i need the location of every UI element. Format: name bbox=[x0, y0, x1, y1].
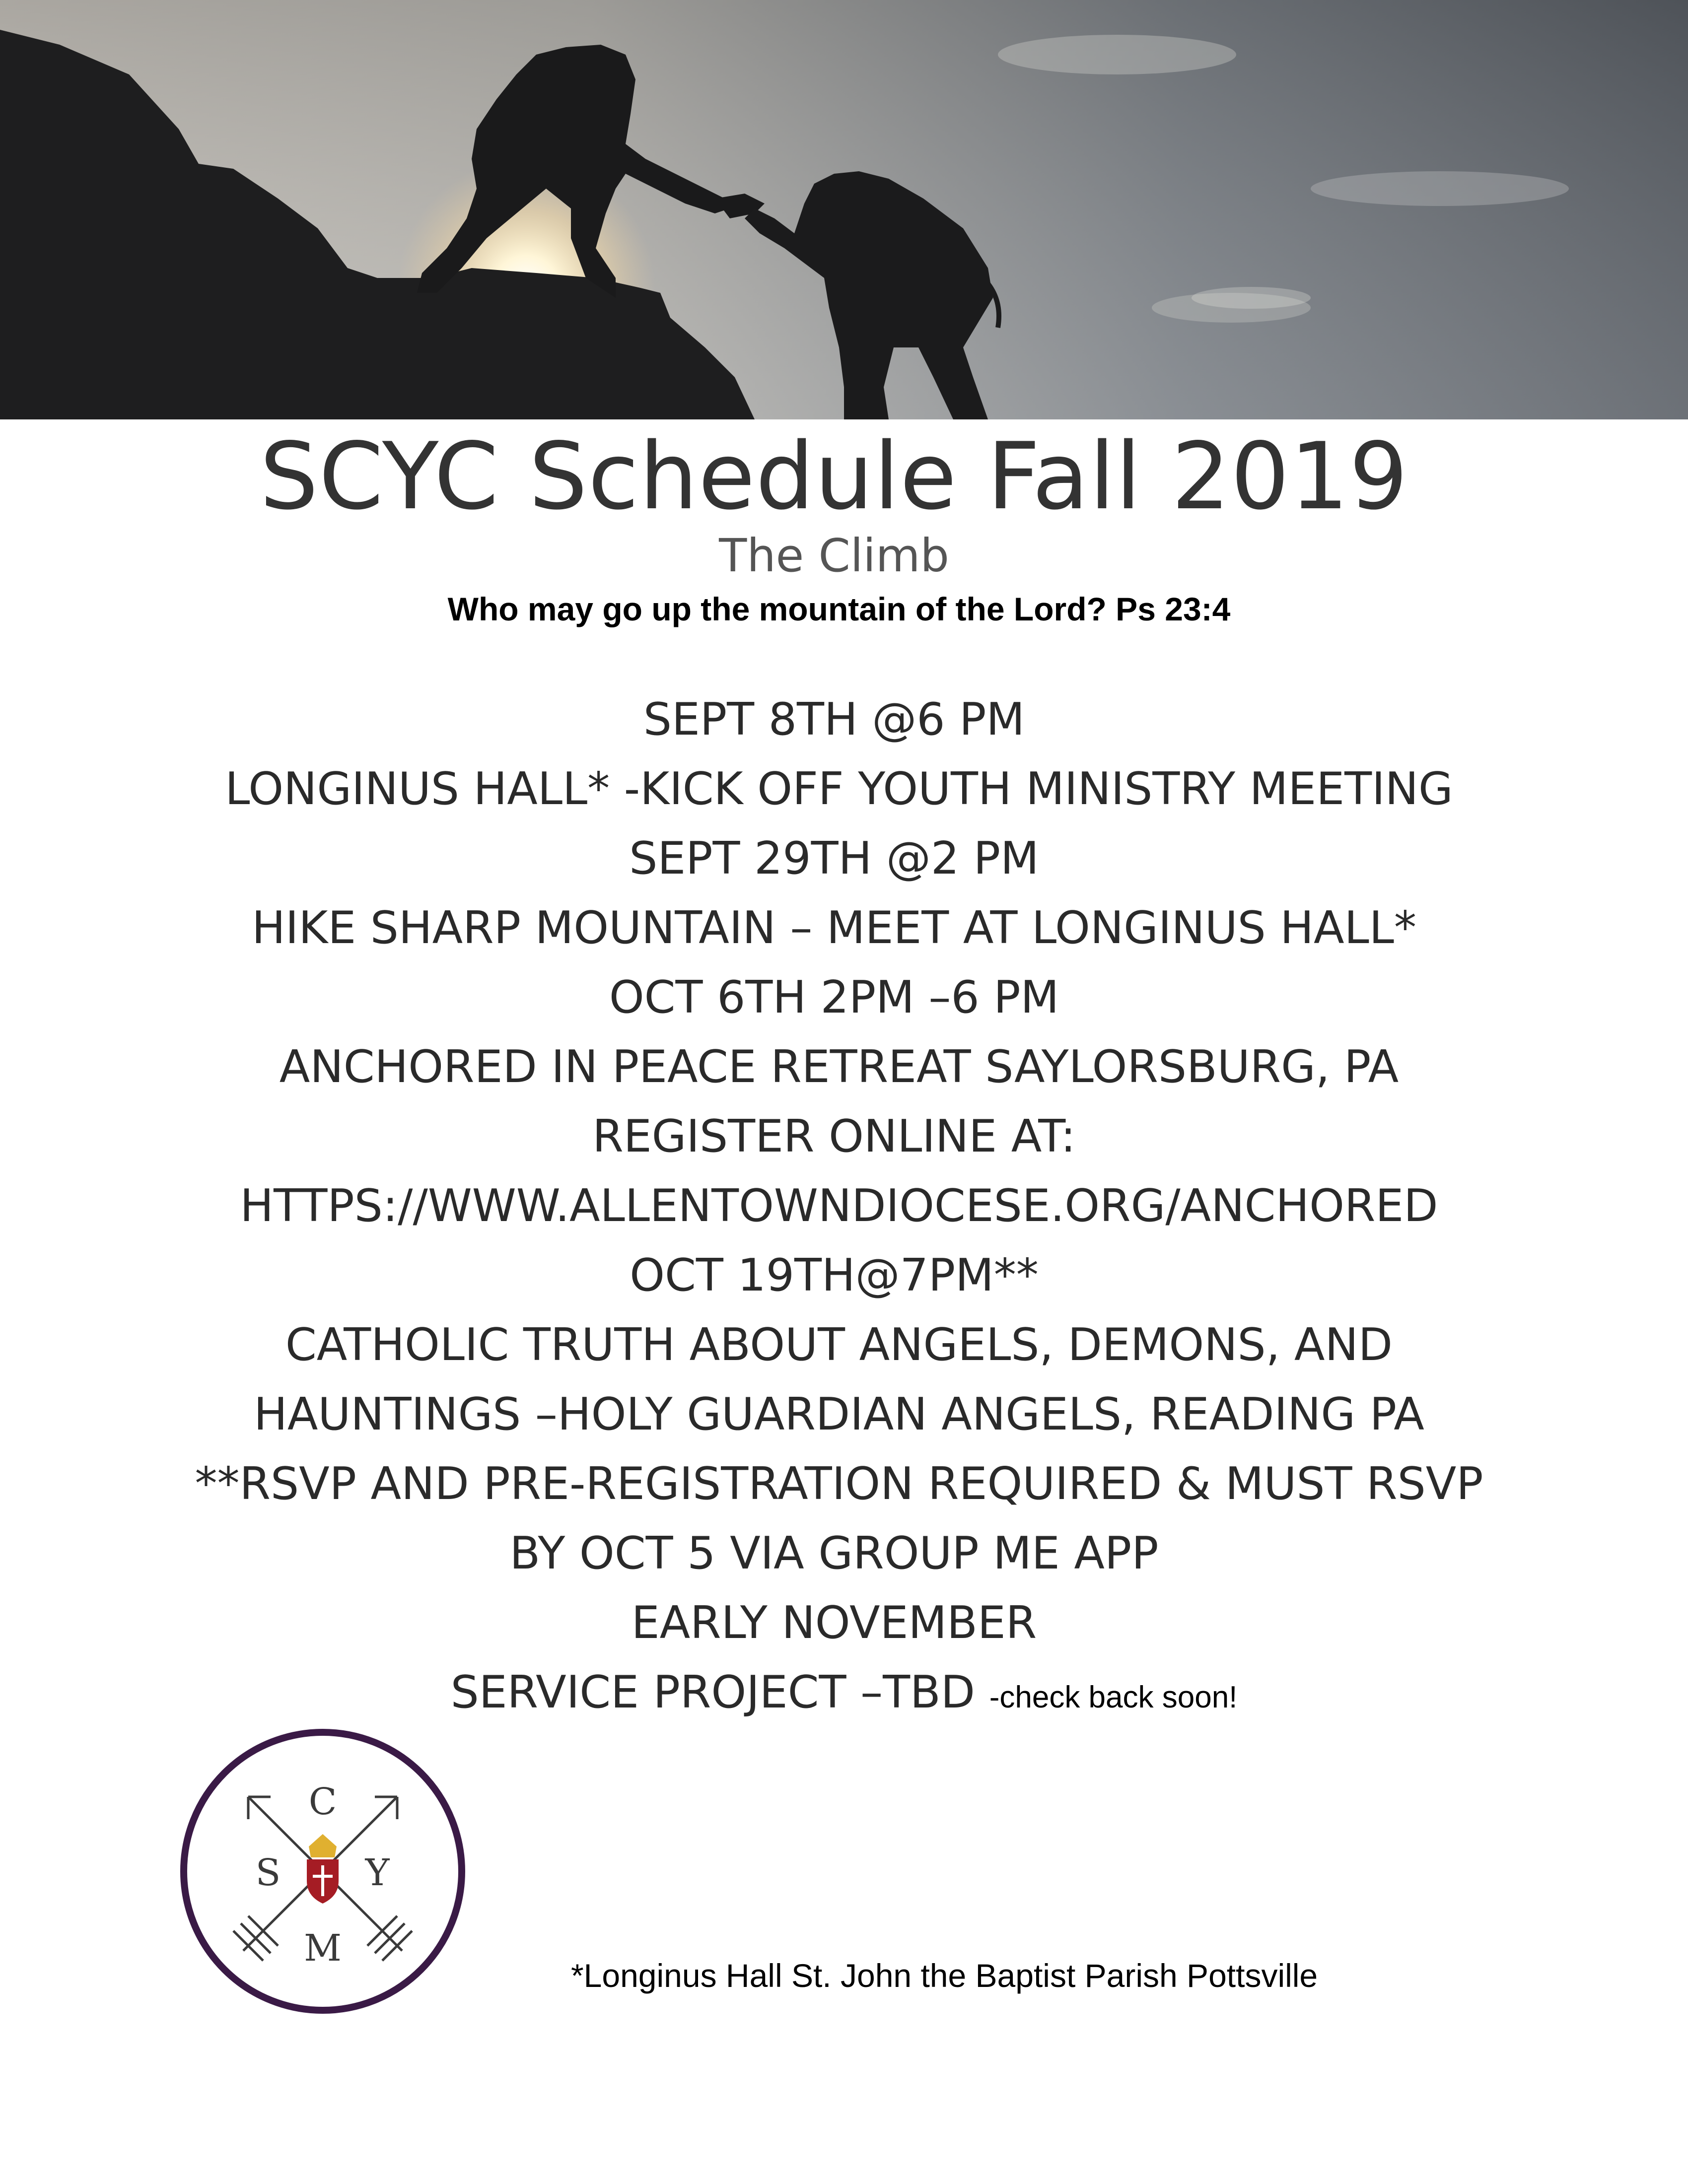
shield-icon bbox=[307, 1834, 339, 1904]
hero-image bbox=[0, 0, 1688, 419]
logo-letter-bottom: M bbox=[304, 1927, 342, 1970]
event-description: HIKE SHARP MOUNTAIN – MEET AT LONGINUS HALL* bbox=[252, 902, 1416, 954]
logo-letter-top: C bbox=[308, 1780, 337, 1823]
scripture-verse: Who may go up the mountain of the Lord? Ps 23:4 bbox=[447, 591, 1231, 627]
event-description bbox=[0, 1663, 1688, 1727]
event-date: SEPT 8TH @6 PM bbox=[643, 693, 1025, 746]
event-description: ANCHORED IN PEACE RETREAT SAYLORSBURG, PA bbox=[279, 1041, 1399, 1093]
registration-url: HTTPS://WWW.ALLENTOWNDIOCESE.ORG/ANCHORED bbox=[240, 1180, 1438, 1232]
event-description: HAUNTINGS –HOLY GUARDIAN ANGELS, READING PA bbox=[254, 1388, 1424, 1440]
event-date: SEPT 29TH @2 PM bbox=[629, 832, 1039, 885]
event-rsvp-note: **RSVP AND PRE-REGISTRATION REQUIRED & MUST RSVP bbox=[195, 1458, 1483, 1510]
event-date: OCT 6TH 2PM –6 PM bbox=[609, 971, 1059, 1024]
check-back-note: -check back soon! bbox=[989, 1680, 1238, 1714]
subtitle: The Climb bbox=[719, 529, 949, 582]
scym-logo bbox=[179, 1727, 467, 2015]
page-title: SCYC Schedule Fall 2019 bbox=[260, 422, 1408, 530]
logo-letter-right: Y bbox=[365, 1851, 390, 1894]
event-description: CATHOLIC TRUTH ABOUT ANGELS, DEMONS, AND bbox=[285, 1319, 1393, 1371]
logo-letter-left: S bbox=[255, 1851, 281, 1894]
event-date: EARLY NOVEMBER bbox=[631, 1597, 1037, 1649]
event-rsvp-note: BY OCT 5 VIA GROUP ME APP bbox=[509, 1527, 1159, 1579]
event-registration-label: REGISTER ONLINE AT: bbox=[592, 1110, 1076, 1162]
service-project-text: SERVICE PROJECT –TBD bbox=[450, 1666, 976, 1718]
footer-note: *Longinus Hall St. John the Baptist Parish Pottsville bbox=[571, 1957, 1318, 1994]
event-description: LONGINUS HALL* -KICK OFF YOUTH MINISTRY MEETING bbox=[225, 763, 1453, 815]
event-date: OCT 19TH@7PM** bbox=[630, 1249, 1039, 1301]
